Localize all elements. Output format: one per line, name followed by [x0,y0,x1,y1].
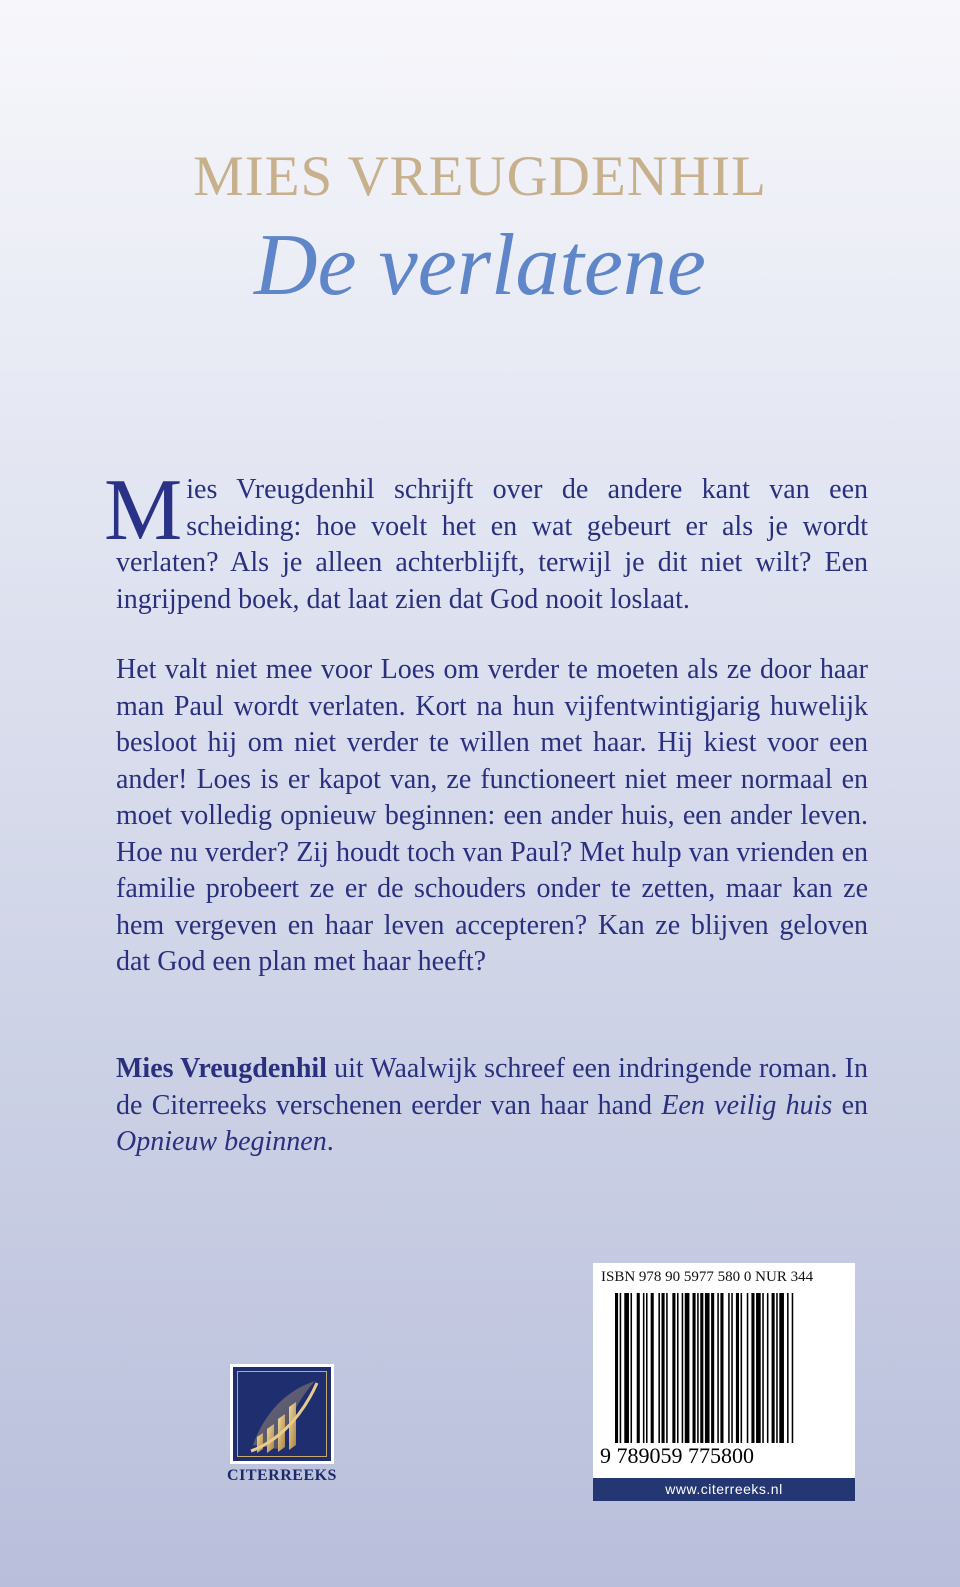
blurb-paragraph-author [116,1051,868,1161]
drop-cap: M [104,462,183,559]
barcode-digits: 9 789059 775800 [600,1443,754,1468]
previous-book-title-2: Opnieuw beginnen [116,1126,327,1157]
blurb-paragraph-intro [104,462,868,618]
logo-mark-icon [233,1367,331,1461]
book-title: De verlatene [254,217,706,314]
blurb-paragraph-story: Het valt niet mee voor Loes om verder te moeten als ze door haar man Paul wordt verlaten. Kort na hun vijfentwintigjarig huwelijk besloot hij om niet verder te willen met haar. Hij kiest voor een ander! Loes is er kapot van, ze functioneert niet meer normaal en moet volledig opnieuw beginnen: een ander huis, een ander leven. Hoe nu verder? Zij houdt toch van Paul? Met hulp van vrienden en familie probeert ze er de schouders onder te zetten, maar kan ze hem vergeven en haar leven accepteren? Kan ze blijven geloven dat God een plan met haar heeft? [116,654,868,977]
barcode-panel [593,1263,855,1501]
period-text: . [326,1126,334,1157]
author-name: MIES VREUGDENHIL [193,145,767,208]
and-text: en [832,1089,869,1121]
blurb-intro-text: ies Vreugdenhil schrijft over de andere kant van een scheiding: hoe voelt het en wat gebeurt er als je wordt verlaten? Als je alleen achterblijft, terwijl je dit niet wilt? Een ingrijpend boek, dat laat zien dat God nooit loslaat. [116,474,868,615]
author-bold-name: Mies Vreugdenhil [116,1053,327,1084]
barcode-icon [615,1293,839,1443]
author-bio-text: uit Waalwijk schreef een indringende roman. In de Citerreeks verschenen eerder van haar hand [116,1053,868,1121]
previous-book-title-1: Een veilig huis [661,1089,833,1121]
citerreeks-logo-icon [230,1364,334,1464]
isbn-nur-text: ISBN 978 90 5977 580 0 NUR 344 [601,1269,814,1285]
website-url: www.citerreeks.nl [593,1478,855,1501]
publisher-name: CITERREEKS [227,1467,337,1484]
